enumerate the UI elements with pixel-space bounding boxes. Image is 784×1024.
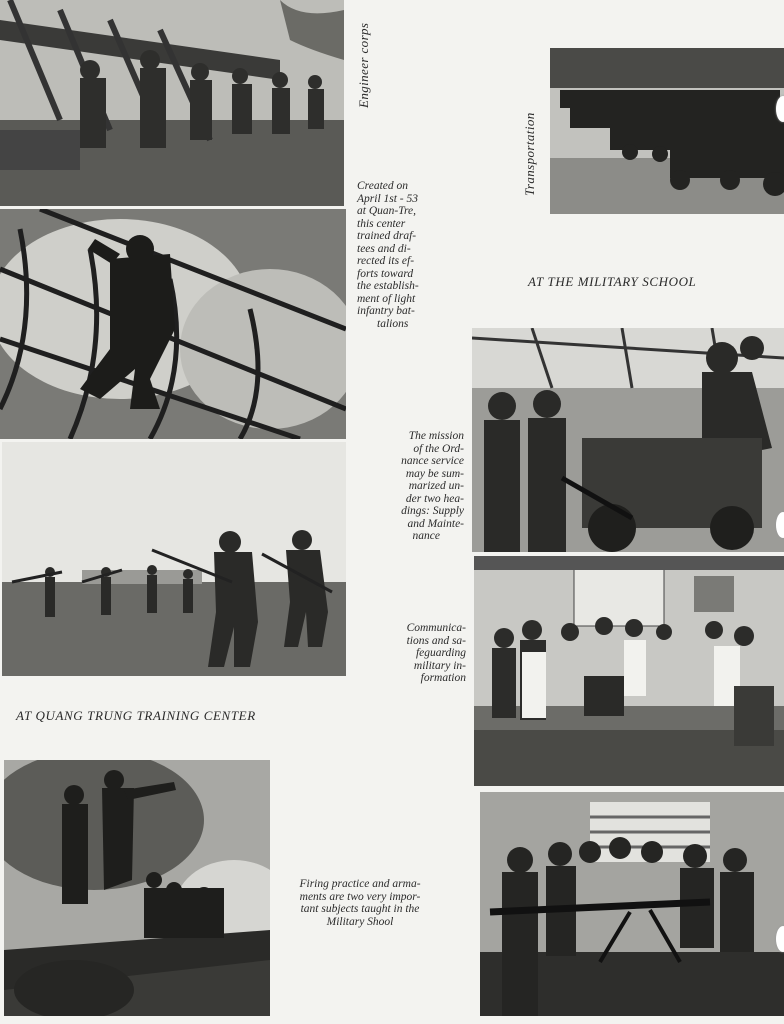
quang-trung-heading: AT QUANG TRUNG TRAINING CENTER [16, 708, 256, 723]
caption-line: at Quan-Tre, [357, 205, 416, 217]
rope-net-photo [0, 209, 346, 439]
caption-line: Military Shool [326, 915, 394, 928]
transportation-label: Transportation [522, 112, 537, 196]
military-school-heading: AT THE MILITARY SCHOOL [528, 274, 697, 289]
caption-line: the establish- [357, 280, 419, 292]
caption-line: tions and sa- [406, 634, 466, 647]
caption-line: of the Ord- [413, 442, 464, 455]
jeeps-photo [550, 48, 784, 214]
caption-line: infantry bat- [357, 305, 415, 317]
machine-gun-training-photo [480, 792, 784, 1016]
caption-line: may be sum- [405, 467, 464, 480]
binder-hole [776, 96, 784, 122]
caption-line: Created on [357, 180, 408, 192]
caption-line: tees and di- [357, 242, 411, 255]
caption-line: rected its ef- [357, 255, 415, 267]
caption-line: dings: Supply [401, 505, 464, 517]
bayonet-drill-photo [2, 442, 346, 676]
communications-caption [384, 622, 466, 685]
binder-hole [776, 512, 784, 538]
caption-line: ments are two very impor- [299, 890, 421, 903]
created-caption [357, 180, 431, 330]
binder-hole [776, 926, 784, 952]
caption-line: The mission [408, 430, 464, 442]
firing-caption [280, 878, 440, 928]
caption-line: and Mainte- [407, 517, 464, 530]
caption-line: talions [377, 317, 409, 330]
engineer-corps-label: Engineer corps [356, 22, 371, 108]
caption-line: formation [420, 672, 466, 684]
ordnance-caption [384, 430, 464, 543]
caption-line: marized un- [408, 480, 464, 492]
caption-line: trained draf- [357, 230, 417, 242]
caption-line: Firing practice and arma- [299, 878, 421, 890]
engineers-bridge-photo [0, 0, 344, 206]
caption-line: Communica- [406, 622, 466, 634]
caption-line: this center [357, 217, 406, 230]
caption-line: ment of light [357, 292, 416, 305]
caption-line: der two hea- [405, 492, 464, 505]
caption-line: nance [412, 530, 440, 542]
artillery-photo [4, 760, 270, 1016]
caption-line: forts toward [357, 267, 414, 280]
caption-line: feguarding [415, 647, 466, 659]
caption-line: April 1st - 53 [357, 192, 419, 205]
ordnance-workshop-photo [472, 328, 784, 552]
caption-line: nance service [401, 455, 464, 467]
caption-line: military in- [413, 659, 466, 672]
radio-classroom-photo [474, 556, 784, 786]
caption-line: tant subjects taught in the [300, 903, 420, 915]
